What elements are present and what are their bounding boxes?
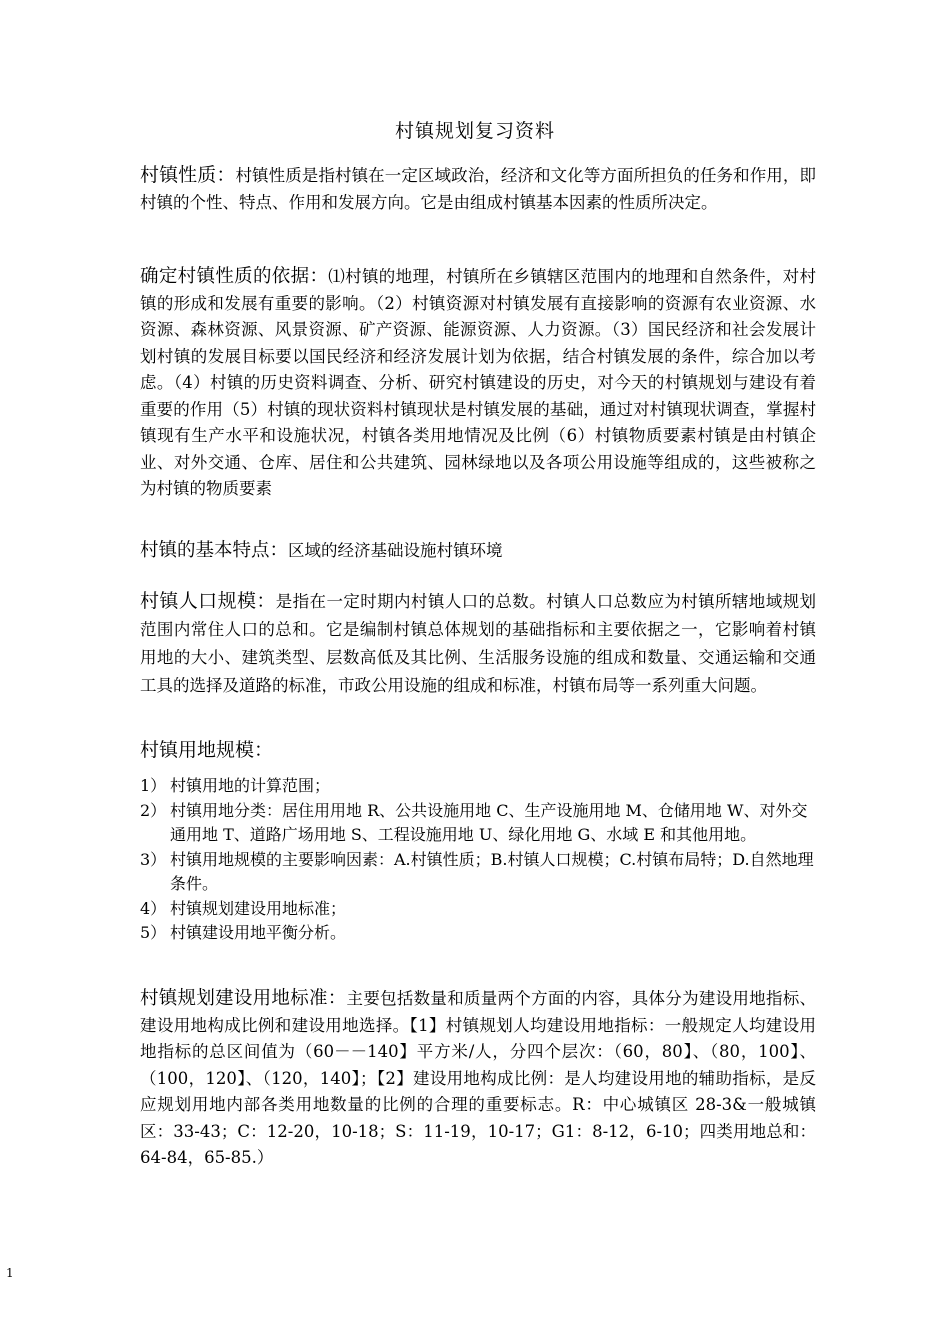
list-number: 1）	[140, 776, 167, 795]
list-text: 村镇用地分类：居住用用地 R、公共设施用地 C、生产设施用地 M、仓储用地 W、对外交通用地 T、道路广场用地 S、工程设施用地 U、绿化用地 G、水域 E 和其他用地。	[170, 800, 808, 844]
section-heading: 确定村镇性质的依据：	[140, 266, 329, 287]
section-heading: 村镇的基本特点：	[140, 540, 289, 561]
list-item	[140, 921, 816, 946]
list-number: 5）	[140, 923, 167, 942]
list-item	[140, 799, 816, 848]
section-nature	[140, 162, 816, 216]
list-item	[140, 897, 816, 922]
section-population	[140, 587, 816, 700]
section-basis	[140, 264, 816, 503]
land-list	[140, 774, 816, 946]
section-body: 村镇性质是指村镇在一定区域政治，经济和文化等方面所担负的任务和作用，即村镇的个性、特点、作用和发展方向。它是由组成村镇基本因素的性质所决定。	[140, 166, 816, 212]
section-features	[140, 538, 816, 565]
list-text: 村镇用地的计算范围；	[170, 776, 331, 795]
list-item	[140, 848, 816, 897]
section-heading: 村镇用地规模：	[140, 739, 274, 761]
section-heading: 村镇规划建设用地标准：	[140, 988, 347, 1009]
list-number: 3）	[140, 849, 167, 869]
section-heading: 村镇性质：	[140, 164, 236, 186]
section-standard	[140, 986, 816, 1172]
page-number: 1	[6, 1266, 14, 1280]
list-text: 村镇建设用地平衡分析。	[170, 923, 347, 942]
list-text: 村镇规划建设用地标准；	[170, 898, 347, 918]
document-title: 村镇规划复习资料	[394, 120, 555, 142]
list-number: 4）	[140, 898, 167, 918]
section-body: 区域的经济基础设施村镇环境	[288, 541, 503, 560]
list-item	[140, 774, 816, 799]
section-body: 是指在一定时期内村镇人口的总数。村镇人口总数应为村镇所辖地域规划范围内常住人口的总和。它是编制村镇总体规划的基础指标和主要依据之一，它影响着村镇用地的大小、建筑类型、层数高低及其比例、生活服务设施的组成和数量、交通运输和交通工具的选择及道路的标准，市政公用设施的组成和标准，村镇布局等一系列重大问题。	[140, 592, 816, 695]
section-body: 主要包括数量和质量两个方面的内容，具体分为建设用地指标、建设用地构成比例和建设用地选择。【1】村镇规划人均建设用地指标：一般规定人均建设用地指标的总区间值为（60－－140】平方米/人，分四个层次：（60，80】、（80，100】、（100，120】、（120，140】；【2】建设用地构成比例：是人均建设用地的辅助指标，是反应规划用地内部各类用地数量的比例的合理的重要标志。R：中心城镇区 28-3&一般城镇区：33-43；C：12-20，10-18；S：11-19，10-17；G1：8-12，6-10；四类用地总和：64-84，65-85.）	[140, 989, 816, 1167]
section-land	[140, 737, 816, 765]
section-body: ⑴村镇的地理，村镇所在乡镇辖区范围内的地理和自然条件，对村镇的形成和发展有重要的影响。（2）村镇资源对村镇发展有直接影响的资源有农业资源、水资源、森林资源、风景资源、矿产资源、能源资源、人力资源。（3）国民经济和社会发展计划村镇的发展目标要以国民经济和经济发展计划为依据，结合村镇发展的条件，综合加以考虑。（4）村镇的历史资料调查、分析、研究村镇建设的历史，对今天的村镇规划与建设有着重要的作用（5）村镇的现状资料村镇现状是村镇发展的基础，通过对村镇现状调查，掌握村镇现有生产水平和设施状况，村镇各类用地情况及比例（6）村镇物质要素村镇是由村镇企业、对外交通、仓库、居住和公共建筑、园林绿地以及各项公用设施等组成的，这些被称之为村镇的物质要素	[140, 267, 816, 498]
section-heading: 村镇人口规模：	[140, 590, 276, 612]
list-number: 2）	[140, 800, 167, 820]
list-text: 村镇用地规模的主要影响因素：A.村镇性质；B.村镇人口规模；C.村镇布局特；D.自然地理条件。	[170, 849, 814, 893]
